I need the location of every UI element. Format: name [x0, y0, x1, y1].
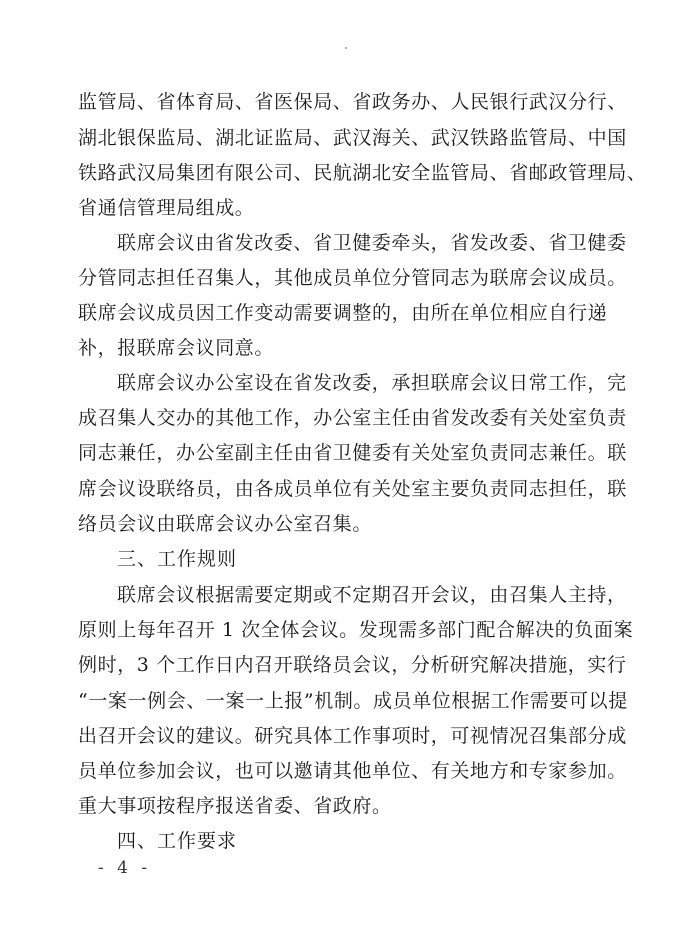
body-line: 联席会议由省发改委、省卫健委牵头，省发改委、省卫健委: [117, 232, 627, 254]
body-line: 铁路武汉局集团有限公司、民航湖北安全监管局、省邮政管理局、: [78, 162, 647, 184]
body-line: 省通信管理局组成。: [78, 197, 255, 219]
section-heading: 三、工作规则: [117, 548, 238, 570]
section-heading: 四、工作要求: [117, 830, 238, 852]
body-line: 监管局、省体育局、省医保局、省政务办、人民银行武汉分行、: [78, 91, 627, 113]
body-line: 员单位参加会议，也可以邀请其他单位、有关地方和专家参加。: [78, 760, 627, 782]
body-line: 出召开会议的建议。研究具体工作事项时，可视情况召集部分成: [78, 725, 627, 747]
page-number: - 4 -: [98, 858, 152, 878]
body-line: 重大事项按程序报送省委、省政府。: [78, 795, 392, 817]
body-line: 席会议设联络员，由各成员单位有关处室主要负责同志担任，联: [78, 478, 627, 500]
body-line: 联席会议根据需要定期或不定期召开会议，由召集人主持，: [117, 584, 627, 606]
body-line: 联席会议成员因工作变动需要调整的，由所在单位相应自行递: [78, 302, 608, 324]
body-line: 成召集人交办的其他工作，办公室主任由省发改委有关处室负责: [78, 407, 627, 429]
body-line: 例时，3 个工作日内召开联络员会议，分析研究解决措施，实行: [78, 654, 627, 676]
body-line: 同志兼任，办公室副主任由省卫健委有关处室负责同志兼任。联: [78, 442, 627, 464]
body-line: 湖北银保监局、湖北证监局、武汉海关、武汉铁路监管局、中国: [78, 127, 627, 149]
body-line: 分管同志担任召集人，其他成员单位分管同志为联席会议成员。: [78, 267, 627, 289]
scan-speck: [345, 47, 347, 49]
body-line: 原则上每年召开 1 次全体会议。发现需多部门配合解决的负面案: [78, 619, 634, 641]
body-line: 联席会议办公室设在省发改委，承担联席会议日常工作，完: [117, 372, 627, 394]
body-line: “一案一例会、一案一上报”机制。成员单位根据工作需要可以提: [78, 690, 628, 712]
body-line: 络员会议由联席会议办公室召集。: [78, 513, 373, 535]
body-line: 补，报联席会议同意。: [78, 337, 275, 359]
